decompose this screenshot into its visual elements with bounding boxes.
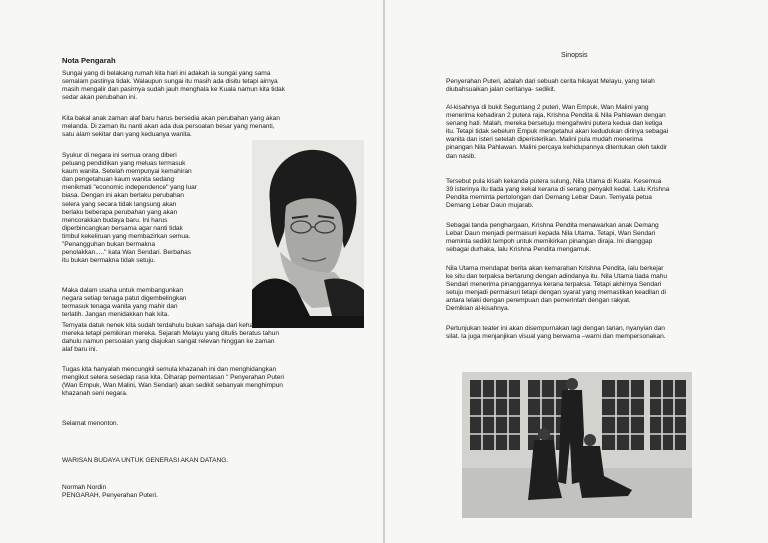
synopsis-paragraph-1: Penyerahan Puteri, adalah dari sebuah cerita hikayat Melayu, yang telah diubahsuaikan jalan ceritanya- sedikit. xyxy=(446,78,655,94)
director-portrait-photo xyxy=(252,140,364,328)
director-note-paragraph-4: Maka dalam usaha untuk membangunkan negara setiap tenaga patut digembelingkan termasuk tenaga wanita yang mahir dan terlatih. Jangan menidakkan hak kita. xyxy=(62,287,187,319)
synopsis-paragraph-5: Nila Utama mendapat berita akan kemarahan Krishna Pendita, lalu berkejar ke situ dan terpaksa bertarung dengan adindanya itu. Nila Utama tiada mahu Sendari menerima pinanggannya kerana terpaksa. Tetapi akhirnya Sendari setuju menjadi permaisuri tetapi dengan syarat yang memastikan keadilan di antara lelaki dengan perempuan dan pemerintah dengan rakyat. Demikian al-kisahnya. xyxy=(446,265,667,313)
director-note-paragraph-1: Sungai yang di belakang rumah kita hari ini adakah ia sungai yang sama semalam pastinya tidak. Walaupun sungai itu masih ada disitu tetapi airnya masih mengalir dan pasirnya sudah jauh menghala ke Kuala namun kita tidak sedar akan perubahan ini. xyxy=(62,70,285,102)
synopsis-paragraph-4: Sebagai tanda penghargaan, Krishna Pendita menawarkan anak Demang Lebar Daun menjadi permaisuri kepada Nila Utama. Tetapi, Wan Sendari meminta sedikit tempoh untuk memikirkan pinangan diraja. Ini dianggap sebagai durhaka, lalu Krishna Pendita mengamuk. xyxy=(446,222,659,254)
performers-photo xyxy=(462,372,692,518)
closing-line: Selamat menonton. xyxy=(62,420,119,427)
director-note-heading: Nota Pengarah xyxy=(62,56,116,65)
director-title: PENGARAH, Penyerahan Puteri. xyxy=(62,492,158,500)
director-name: Normah Nordin xyxy=(62,484,107,491)
synopsis-paragraph-3: Tersebut pula kisah kekanda putera sulung, Nila Utama di Kuala. Kesemua 39 isterinya itu tiada yang kekal kerana di serang penyakit kedal. Lalu Krishna Pendita meminta pertolongan dari Demang Lebar Daun. Ternyata petua Demang Lebar Daun mujarab. xyxy=(446,178,670,210)
synopsis-paragraph-2: Al-kisahnya di bukit Seguntang 2 puteri, Wan Empuk, Wan Malini yang menerima kehadiran 2 putera raja, Krishna Pendita & Nila Pahlawan dengan senang hati. Malah, mereka bersetuju mengahwini putera kedua dan ketiga itu. Tetapi tidak sebelum Empuk mengetahui akan kedudukan dirinya sebagai wanita dan isteri setelah diperisterikan. Malini pula mudah menerima pinangan Nila Pahlawan. Malini percaya kehidupannya ditentukan oleh takdir dan nasib. xyxy=(446,104,669,160)
director-note-paragraph-3: Syukur di negara ini semua orang diberi peluang pendidikan yang meluas termasuk kaum wanita. Setelah mempunyai kemahiran dan pengetahuan kaum wanita sedang menikmati "economic independence" yang luar biasa. Dengan ini akan berlaku perubahan selera yang secara tidak langsung akan berlaku beberapa perubahan yang akan mencorakkan budaya baru. Ini harus diperbincangkan bersama agar nanti tidak timbul kekeliruan yang membazirkan semua. "Penangguhan bukan bermakna penolakkan....." kata Wan Sendari. Berbahas itu bukan bermakna tidak setuju. xyxy=(62,152,197,265)
director-note-paragraph-6: Tugas kita hanyalah mencungkil semula khazanah ini dan menghidangkan mengikut selera sesedap rasa kita. Diharap pementasan " Penyerahan Puteri (Wan Empuk, Wan Malini, Wan Sendari) akan sedikit sebanyak menghimpun khazanah seni negara. xyxy=(62,366,284,398)
synopsis-heading: Sinopsis xyxy=(561,52,588,59)
synopsis-paragraph-6: Pertunjukan teater ini akan disempurnakan lagi dengan tarian, nyanyian dan silat. Ia juga menjanjikan visual yang berwarna –warni dan mempersonakan. xyxy=(446,325,666,341)
page-fold xyxy=(383,0,385,543)
director-note-paragraph-5: Ternyata datuk nenek kita sudah terdahulu bukan sahaja dari kehadiran mereka tetapi pemikiran mereka. Sejarah Melayu yang ditulis beratus tahun dahulu namun persoalan yang diajukan sangat relevan hinggan ke zaman alaf baru ini. xyxy=(62,322,279,354)
heritage-motto: WARISAN BUDAYA UNTUK GENERASI AKAN DATANG. xyxy=(62,457,229,464)
director-note-paragraph-2: Kita bakal anak zaman alaf baru harus bersedia akan perubahan yang akan melanda. Di zaman itu nanti akan ada dua persoalan besar yang menanti, satu alam sekitar dan yang keduanya wanita. xyxy=(62,115,280,139)
director-signature xyxy=(62,484,158,500)
